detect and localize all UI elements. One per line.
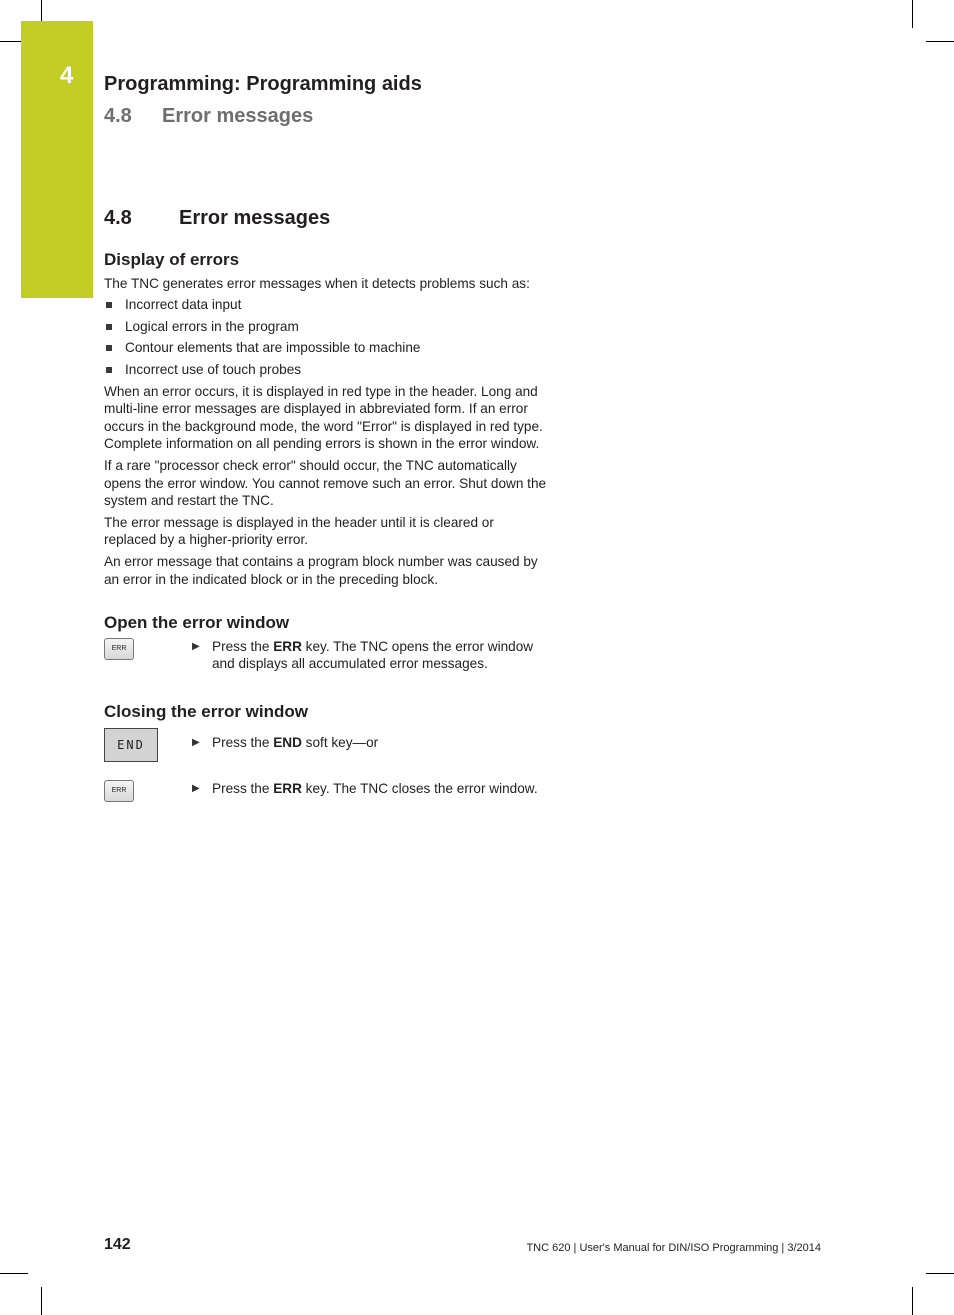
chapter-number: 4: [60, 62, 74, 89]
list-item-text: Incorrect data input: [125, 297, 242, 313]
key-name: ERR: [273, 638, 302, 654]
crop-mark: [926, 1273, 954, 1274]
step-text: [192, 734, 549, 752]
step-text-pre: Press the: [212, 781, 274, 797]
chapter-title: Programming: Programming aids: [104, 73, 422, 95]
step-text: [192, 780, 549, 798]
step-text: [192, 638, 549, 673]
err-key-icon: ERR: [104, 638, 134, 660]
open-heading: Open the error window: [104, 613, 290, 633]
close-heading: Closing the error window: [104, 701, 309, 721]
step-text-pre: Press the: [212, 638, 274, 654]
crop-mark: [926, 41, 954, 42]
crop-mark: [0, 41, 21, 42]
chapter-tab: [21, 21, 93, 298]
close-step: [104, 780, 549, 800]
list-item-text: Logical errors in the program: [125, 318, 299, 334]
open-step: [104, 638, 549, 673]
list-item-text: Incorrect use of touch probes: [125, 361, 302, 377]
list-item: [104, 318, 549, 336]
paragraph: When an error occurs, it is displayed in red type in the header. Long and multi-line error messages are displayed in abbreviated form. If an error occurs in the background mode, the word "Error" is displayed in red type. Complete information on all pending errors is shown in the error window.: [104, 383, 543, 452]
list-item: [104, 361, 549, 379]
bullet-square-icon: [106, 345, 112, 351]
section-number: 4.8: [104, 207, 132, 229]
key-name: ERR: [273, 781, 302, 797]
paragraph: An error message that contains a program block number was caused by an error in the indicated block or in the preceding block.: [104, 553, 538, 587]
running-section-number: 4.8: [104, 105, 132, 127]
list-item: [104, 339, 549, 357]
bullet-square-icon: [106, 324, 112, 330]
crop-mark: [41, 0, 42, 21]
crop-mark: [912, 0, 913, 28]
end-softkey-icon: END: [104, 728, 158, 762]
paragraph: If a rare "processor check error" should occur, the TNC automatically opens the error window. You cannot remove such an error. Shut down the system and restart the TNC.: [104, 457, 547, 509]
arrow-right-icon: ▶: [192, 783, 200, 795]
crop-mark: [0, 1273, 28, 1274]
list-item: [104, 296, 549, 314]
error-cause-list: [104, 296, 549, 378]
display-intro: The TNC generates error messages when it detects problems such as:: [104, 275, 530, 291]
list-item-text: Contour elements that are impossible to machine: [125, 340, 421, 356]
page-number: 142: [104, 1236, 131, 1253]
section-heading: [104, 207, 331, 230]
step-text-post: soft key—or: [301, 735, 379, 751]
step-text-pre: Press the: [212, 735, 274, 751]
close-step: [104, 734, 549, 754]
arrow-right-icon: ▶: [192, 737, 200, 749]
footer-text: TNC 620 | User's Manual for DIN/ISO Programming | 3/2014: [526, 1242, 821, 1254]
err-key-icon: ERR: [104, 780, 134, 802]
step-text-post: key. The TNC opens the error window and displays all accumulated error messages.: [212, 638, 534, 672]
display-heading: Display of errors: [104, 250, 240, 269]
crop-mark: [912, 1287, 913, 1315]
running-section-header: [104, 105, 314, 128]
crop-mark: [41, 1287, 42, 1315]
key-name: END: [273, 735, 302, 751]
step-text-post: key. The TNC closes the error window.: [301, 781, 538, 797]
content: [104, 251, 549, 806]
paragraph: The error message is displayed in the header until it is cleared or replaced by a higher-priority error.: [104, 514, 494, 548]
section-title: Error messages: [179, 207, 331, 229]
running-section-title: Error messages: [162, 105, 314, 127]
bullet-square-icon: [106, 302, 112, 308]
bullet-square-icon: [106, 367, 112, 373]
arrow-right-icon: ▶: [192, 640, 200, 652]
